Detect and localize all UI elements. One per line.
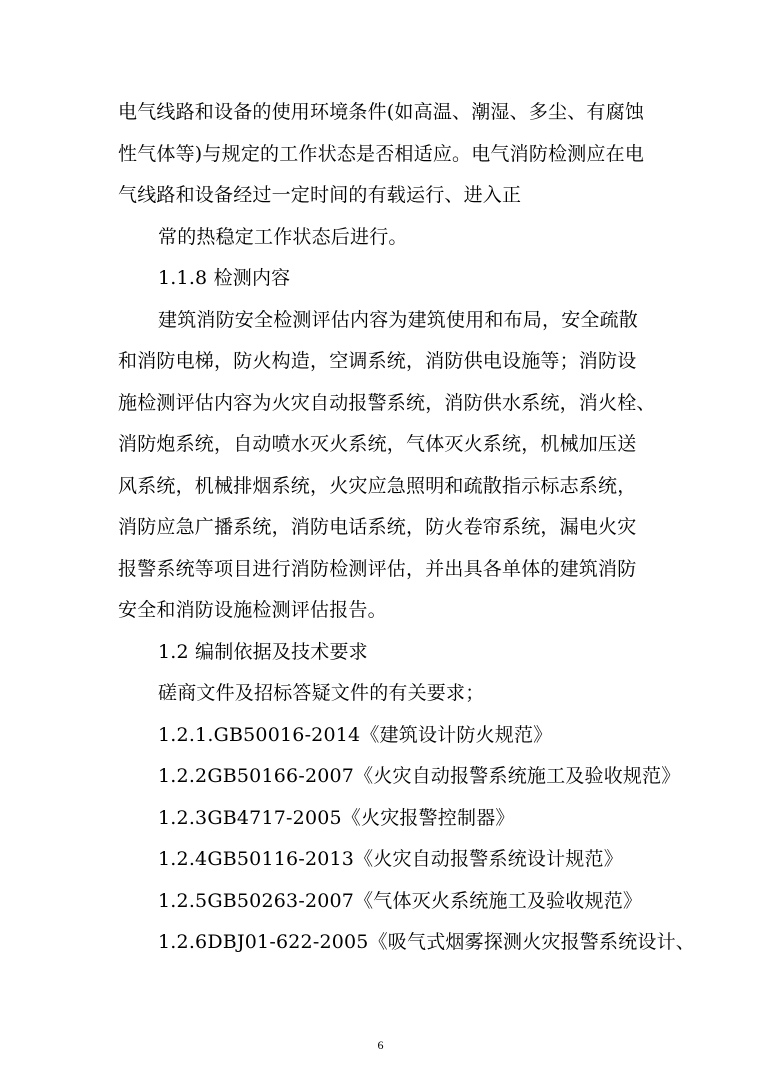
page-number: 6 [377, 1038, 384, 1052]
text-line-3: 气线路和设备经过一定时间的有载运行、进入正 [118, 184, 522, 206]
section-heading-1-1-8: 1.1.8 检测内容 [158, 267, 291, 289]
reference-item-5: 1.2.5GB50263-2007《气体灭火系统施工及验收规范》 [158, 890, 643, 912]
reference-item-6: 1.2.6DBJ01-622-2005《吸气式烟雾探测火灾报警系统设计、 [158, 931, 695, 953]
paragraph-line-8: 安全和消防设施检测评估报告。 [118, 599, 387, 621]
reference-item-3: 1.2.3GB4717-2005《火灾报警控制器》 [158, 807, 515, 829]
reference-item-4: 1.2.4GB50116-2013《火灾自动报警系统设计规范》 [158, 848, 623, 870]
reference-item-1: 1.2.1.GB50016-2014《建筑设计防火规范》 [158, 724, 553, 746]
section-heading-1-2: 1.2 编制依据及技术要求 [158, 641, 368, 663]
paragraph-line-3: 施检测评估内容为火灾自动报警系统，消防供水系统，消火栓、 [118, 392, 656, 414]
reference-item-2: 1.2.2GB50166-2007《火灾自动报警系统施工及验收规范》 [158, 765, 681, 787]
paragraph-line-2: 和消防电梯，防火构造，空调系统，消防供电设施等；消防设 [118, 350, 637, 372]
text-line-1: 电气线路和设备的使用环境条件(如高温、潮湿、多尘、有腐蚀 [118, 101, 645, 123]
paragraph-line-4: 消防炮系统，自动喷水灭火系统，气体灭火系统，机械加压送 [118, 433, 637, 455]
paragraph-line-7: 报警系统等项目进行消防检测评估，并出具各单体的建筑消防 [118, 558, 637, 580]
paragraph-line-5: 风系统，机械排烟系统，火灾应急照明和疏散指示标志系统， [118, 475, 637, 497]
text-line-4: 常的热稳定工作状态后进行。 [158, 226, 408, 248]
paragraph-line-1: 建筑消防安全检测评估内容为建筑使用和布局，安全疏散 [158, 309, 639, 331]
requirement-line: 磋商文件及招标答疑文件的有关要求； [158, 682, 485, 704]
paragraph-line-6: 消防应急广播系统，消防电话系统，防火卷帘系统，漏电火灾 [118, 516, 637, 538]
text-line-2: 性气体等)与规定的工作状态是否相适应。电气消防检测应在电 [118, 143, 645, 165]
